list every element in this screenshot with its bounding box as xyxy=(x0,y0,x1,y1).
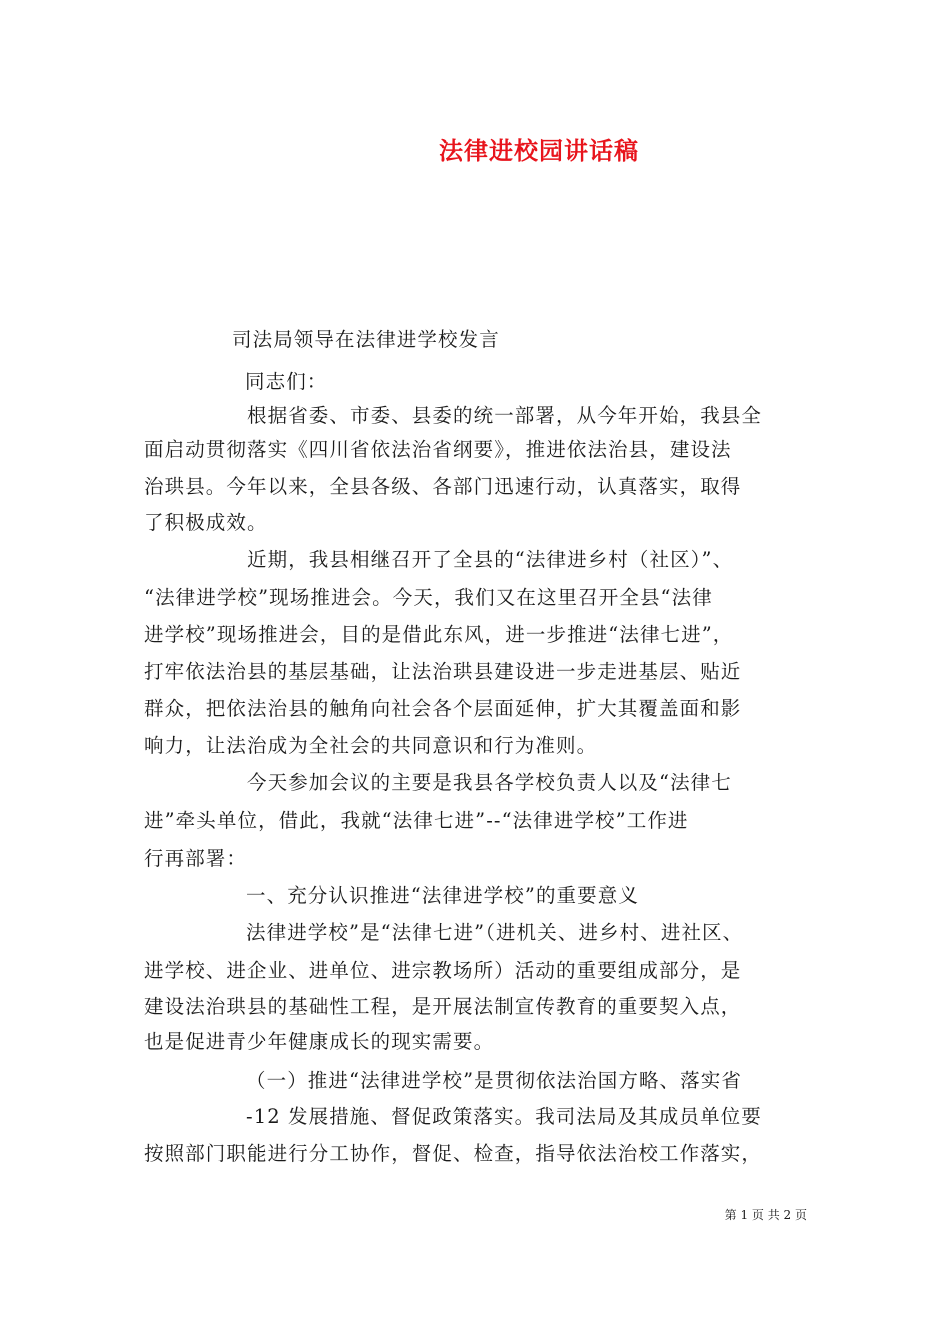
body-line: 进学校”现场推进会，目的是借此东风，进一步推进“法律七进”， xyxy=(144,623,734,646)
body-line: 进”牵头单位，借此，我就“法律七进”--“法律进学校”工作进 xyxy=(144,809,689,832)
body-line: 建设法治珙县的基础性工程，是开展法制宣传教育的重要契入点， xyxy=(144,995,742,1018)
body-line: 也是促进青少年健康成长的现实需要。 xyxy=(144,1030,495,1053)
body-line: 了积极成效。 xyxy=(144,511,268,534)
body-line: 打牢依法治县的基层基础，让法治珙县建设进一步走进基层、贴近 xyxy=(144,660,742,683)
page-indicator: 第 1 页 共 2 页 xyxy=(724,1208,807,1222)
body-line: 进学校、进企业、进单位、进宗教场所）活动的重要组成部分，是 xyxy=(144,959,742,982)
body-line: （一）推进“法律进学校”是贯彻依法治国方略、落实省 xyxy=(246,1069,742,1092)
body-line: 面启动贯彻落实《四川省依法治省纲要》，推进依法治县，建设法 xyxy=(144,438,732,461)
body-line: 法律进学校”是“法律七进”（进机关、进乡村、进社区、 xyxy=(246,921,744,944)
body-line: 群众，把依法治县的触角向社会各个层面延伸，扩大其覆盖面和影 xyxy=(144,697,742,720)
body-line: 治珙县。今年以来，全县各级、各部门迅速行动，认真落实，取得 xyxy=(144,475,742,498)
body-line: 同志们： xyxy=(245,370,328,393)
body-line: 响力，让法治成为全社会的共同意识和行为准则。 xyxy=(144,734,598,757)
body-line: 根据省委、市委、县委的统一部署，从今年开始，我县全 xyxy=(247,404,763,427)
section-heading: 一、充分认识推进“法律进学校”的重要意义 xyxy=(246,884,639,907)
body-line: 司法局领导在法律进学校发言 xyxy=(232,328,500,351)
body-line: -12 发展措施、督促政策落实。我司法局及其成员单位要 xyxy=(246,1105,762,1128)
body-line: 今天参加会议的主要是我县各学校负责人以及“法律七 xyxy=(247,771,732,794)
body-line: 行再部署： xyxy=(144,847,248,870)
document-title: 法律进校园讲话稿 xyxy=(439,137,639,165)
body-line: 按照部门职能进行分工协作，督促、检查，指导依法治校工作落实， xyxy=(144,1142,763,1165)
body-line: 近期，我县相继召开了全县的“法律进乡村（社区）”、 xyxy=(247,548,734,571)
body-line: “法律进学校”现场推进会。今天，我们又在这里召开全县“法律 xyxy=(144,586,713,609)
